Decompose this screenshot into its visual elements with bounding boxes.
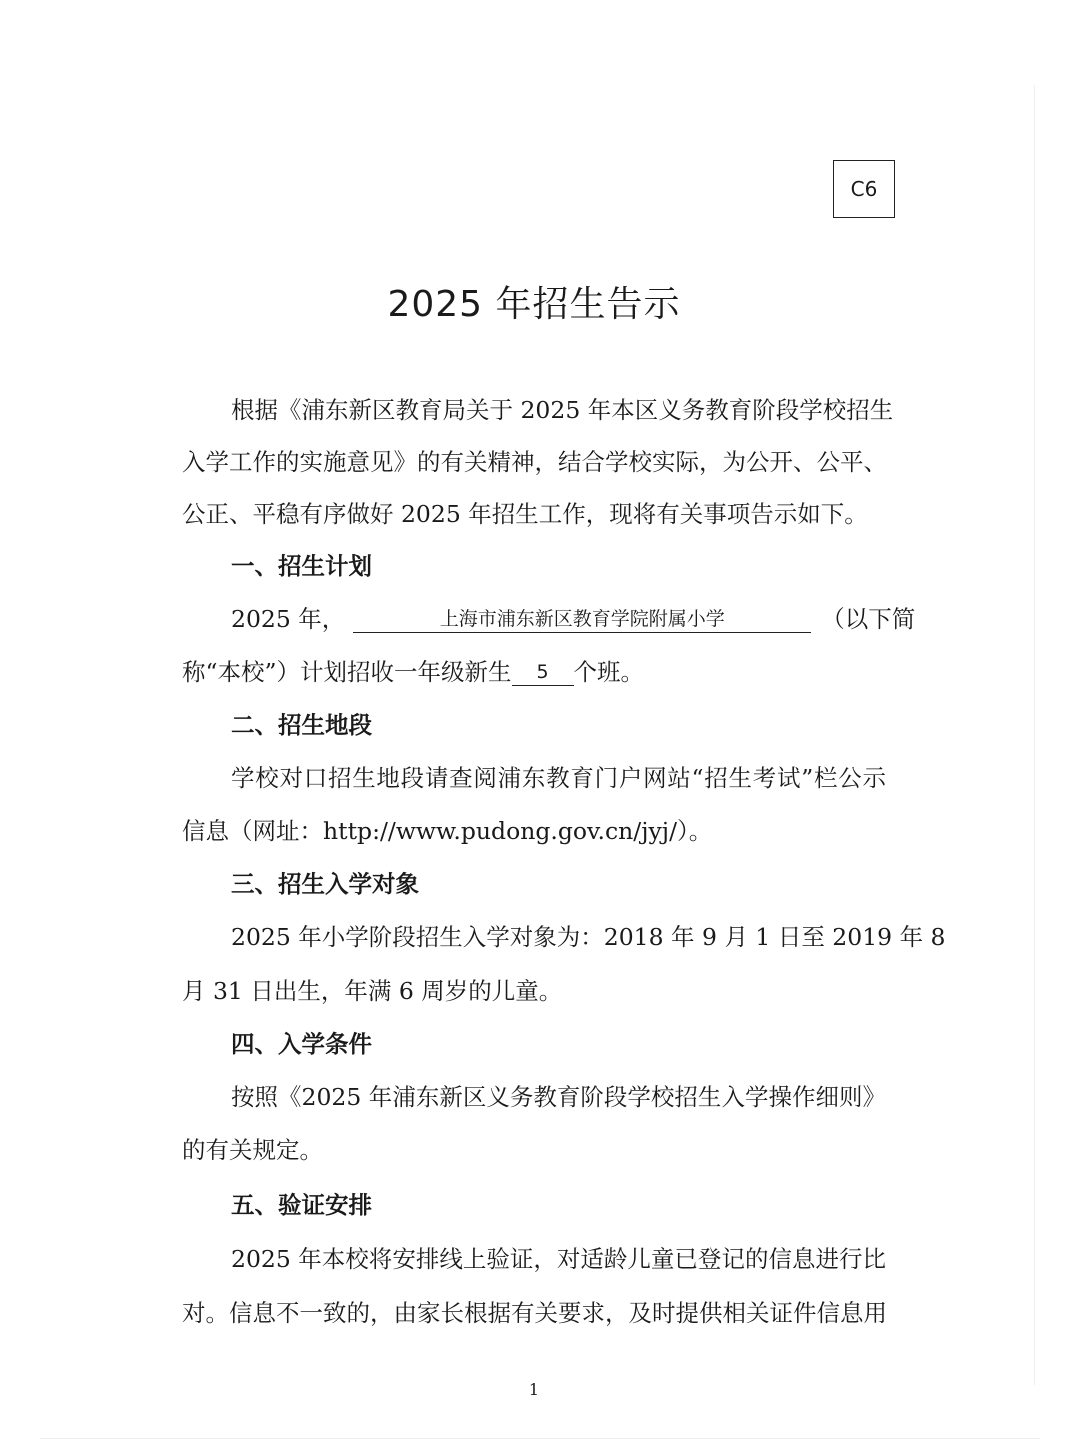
- intro-line-2: 入学工作的实施意见》的有关精神，结合学校实际，为公开、公平、: [182, 448, 887, 476]
- intro-line-1: 根据《浦东新区教育局关于 2025 年本区义务教育阶段学校招生: [231, 396, 894, 424]
- plan-text-classes-unit: 个班。: [573, 658, 645, 686]
- document-code-box: C6: [833, 160, 895, 218]
- plan-text-abbrev: （以下简: [821, 605, 916, 633]
- heading-enrollment-plan: 一、招生计划: [231, 552, 372, 580]
- class-count-field: 5: [512, 659, 574, 686]
- scan-edge: [40, 1438, 1040, 1439]
- heading-enrollment-district: 二、招生地段: [231, 711, 372, 739]
- heading-admission-conditions: 四、入学条件: [231, 1030, 372, 1058]
- plan-text-year: 2025 年，: [231, 605, 346, 633]
- intro-line-3: 公正、平稳有序做好 2025 年招生工作，现将有关事项告示如下。: [182, 500, 868, 528]
- school-name-field: 上海市浦东新区教育学院附属小学: [353, 606, 811, 633]
- heading-enrollment-target: 三、招生入学对象: [231, 870, 419, 898]
- conditions-line-1: 按照《2025 年浦东新区义务教育阶段学校招生入学操作细则》: [231, 1083, 886, 1111]
- plan-line-1: [231, 603, 915, 635]
- verify-line-2: 对。信息不一致的，由家长根据有关要求，及时提供相关证件信息用: [182, 1299, 887, 1327]
- page-title: 2025 年招生告示: [387, 284, 681, 325]
- page-number: 1: [528, 1380, 540, 1399]
- district-line-1: 学校对口招生地段请查阅浦东教育门户网站“招生考试”栏公示: [231, 764, 886, 792]
- target-line-2: 月 31 日出生，年满 6 周岁的儿童。: [182, 977, 563, 1005]
- conditions-line-2: 的有关规定。: [182, 1136, 323, 1164]
- plan-text-classes-intro: 称“本校”）计划招收一年级新生: [182, 658, 512, 686]
- target-line-1: 2025 年小学阶段招生入学对象为：2018 年 9 月 1 日至 2019 年 8: [231, 923, 946, 951]
- heading-verification: 五、验证安排: [231, 1191, 372, 1219]
- plan-line-2: [182, 656, 644, 688]
- district-line-2: 信息（网址：http://www.pudong.gov.cn/jyj/）。: [182, 817, 713, 845]
- verify-line-1: 2025 年本校将安排线上验证，对适龄儿童已登记的信息进行比: [231, 1245, 886, 1273]
